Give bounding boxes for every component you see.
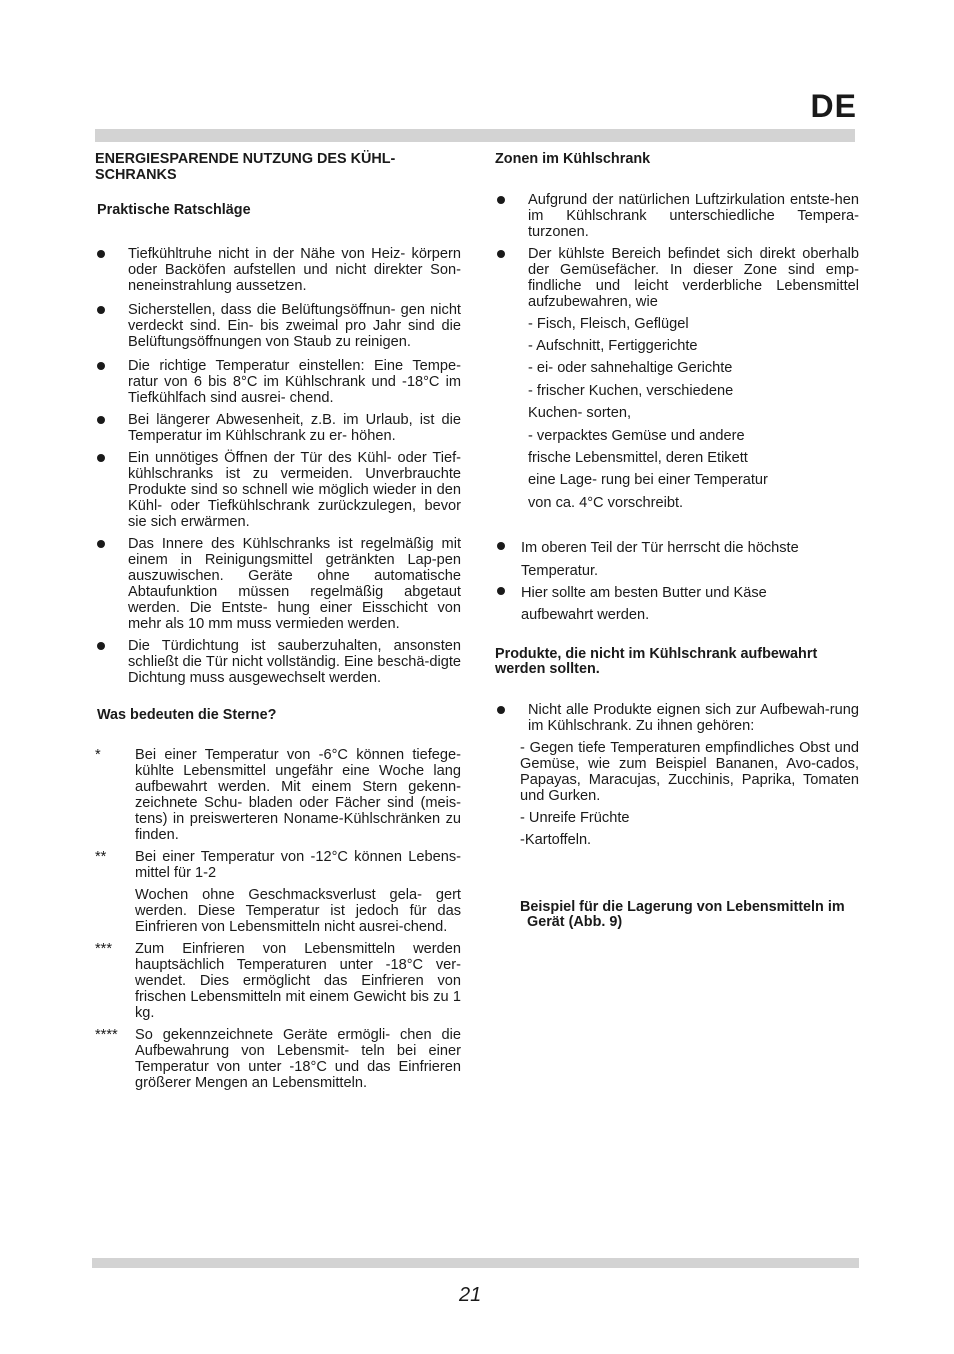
list-item <box>95 747 461 843</box>
right-column <box>495 152 859 931</box>
star-text: Bei einer Temperatur von -12°C können Lebens-mittel für 1-2 <box>135 849 461 881</box>
star-marker: *** <box>95 941 113 957</box>
list-item: Die richtige Temperatur einstellen: Eine Tempe-ratur von 6 bis 8°C im Kühlschrank und -18°C im Tiefkühlfach sind ausrei- chend. <box>95 358 461 406</box>
stars-heading: Was bedeuten die Sterne? <box>97 706 277 723</box>
list-item: Sicherstellen, dass die Belüftungsöffnun- gen nicht verdeckt sind. Ein- bis zweimal pro Jahr sind die Belüftungsöffnungen von Staub zu reinigen. <box>95 302 461 350</box>
food-item: von ca. 4°C vorschreibt. <box>528 494 684 511</box>
stars-list <box>95 747 461 1091</box>
food-item: Kuchen- sorten, <box>528 405 632 422</box>
star-text: So gekennzeichnete Geräte ermögli- chen die Aufbewahrung von Lebensmit- teln bei einer Temperatur von unter -18°C und das Einfrieren größerer Mengen an Lebensmitteln. <box>135 1027 461 1091</box>
tips-heading: Praktische Ratschläge <box>97 202 251 218</box>
list-item-continued: aufbewahrt werden. <box>521 607 650 624</box>
star-marker: * <box>95 747 101 763</box>
list-item: Bei längerer Abwesenheit, z.B. im Urlaub, ist die Temperatur im Kühlschrank zu er- höhen. <box>95 412 461 444</box>
product-item: - Gegen tiefe Temperaturen empfindliches Obst und Gemüse, wie zum Beispiel Bananen, Avo-cados, Papayas, Maracujas, Zucchinis, Paprika, Tomaten und Gurken. <box>520 739 859 804</box>
list-item <box>95 1027 461 1091</box>
product-item: - Unreife Früchte <box>520 809 630 826</box>
star-marker: ** <box>95 849 107 865</box>
list-item: Tiefkühltruhe nicht in der Nähe von Heiz- körpern oder Backöfen aufstellen und nicht direkter Son-neneinstrahlung aussetzen. <box>95 246 461 294</box>
product-item: -Kartoffeln. <box>520 831 592 848</box>
food-item: - Fisch, Fleisch, Geflügel <box>528 315 689 332</box>
footer-divider <box>92 1258 859 1268</box>
food-item: - ei- oder sahnehaltige Gerichte <box>528 360 733 377</box>
page-number: 21 <box>459 1284 482 1306</box>
list-item <box>95 941 461 1021</box>
list-item: Im oberen Teil der Tür herrscht die höchste <box>495 537 859 559</box>
food-item: - frischer Kuchen, verschiedene <box>528 382 734 399</box>
list-item: Aufgrund der natürlichen Luftzirkulation entste-hen im Kühlschrank unterschiedliche Tempera-turzonen. <box>495 192 859 240</box>
list-item-continued: Temperatur. <box>521 562 599 579</box>
star-text: Zum Einfrieren von Lebensmitteln werden hauptsächlich Temperaturen unter -18°C ver-wendet. Dies ermöglicht das Einfrieren von frischen Lebensmitteln mit einem Gewicht bis zu 1 kg. <box>135 941 461 1021</box>
list-item: Der kühlste Bereich befindet sich direkt oberhalb der Gemüsefächer. In dieser Zone sind emp-findliche und leicht verderbliche Lebensmittel aufzubewahren, wie <box>495 246 859 310</box>
language-label: DE <box>810 88 857 124</box>
example-heading: Beispiel für die Lagerung von Lebensmitteln im Gerät (Abb. 9) <box>520 898 845 931</box>
food-item: - verpacktes Gemüse und andere <box>528 427 745 444</box>
star-text: Bei einer Temperatur von -6°C können tiefege-kühlte Lebensmittel ungefähr eine Woche lang aufbewahrt werden. Mit einem Stern gekenn-zeichnete Schu- bladen oder Fächer sind (meis-tens) in preiswerteren Noname-Kühlschränken zu finden. <box>135 747 461 843</box>
star-text-continued: Wochen ohne Geschmacksverlust gela- gert werden. Diese Temperatur ist jedoch für das Einfrieren von Lebensmitteln nicht ausrei-chend. <box>135 887 461 935</box>
tips-list <box>95 246 461 686</box>
food-list <box>495 313 859 515</box>
food-item: frische Lebensmittel, deren Etikett <box>528 449 748 466</box>
header-divider <box>95 129 855 142</box>
star-marker: **** <box>95 1027 118 1043</box>
list-item: Ein unnötiges Öffnen der Tür des Kühl- oder Tief-kühlschranks ist zu vermeiden. Unverbrauchte Produkte sind so schnell wie möglich wieder in den Kühl- oder Tiefkühlschrank zurückzulegen, bevor sie sich erwärmen. <box>95 450 461 530</box>
door-list <box>495 537 859 627</box>
list-item: Nicht alle Produkte eignen sich zur Aufbewah-rung im Kühlschrank. Zu ihnen gehören: <box>495 702 859 734</box>
list-item <box>95 849 461 881</box>
zones-heading: Zonen im Kühlschrank <box>495 151 651 167</box>
list-item: Hier sollte am besten Butter und Käse <box>495 582 859 604</box>
left-column <box>95 152 461 1091</box>
list-item: Die Türdichtung ist sauberzuhalten, ansonsten schließt die Tür nicht vollständig. Eine beschä-digte Dichtung muss ausgewechselt werden. <box>95 638 461 686</box>
list-item: Das Innere des Kühlschranks ist regelmäßig mit einem in Reinigungsmittel getränkten Lap-pen auszuwischen. Geräte ohne automatische Abtaufunktion müssen regelmäßig abgetaut werden. Die Entste- hung einer Eisschicht von mehr als 10 mm muss vermieden werden. <box>95 536 461 632</box>
products-heading: Produkte, die nicht im Kühlschrank aufbewahrt werden sollten. <box>495 645 818 678</box>
section-title: ENERGIESPARENDE NUTZUNG DES KÜHL- SCHRANKS <box>95 151 396 183</box>
food-item: eine Lage- rung bei einer Temperatur <box>528 472 768 489</box>
food-item: - Aufschnitt, Fertiggerichte <box>528 337 698 354</box>
